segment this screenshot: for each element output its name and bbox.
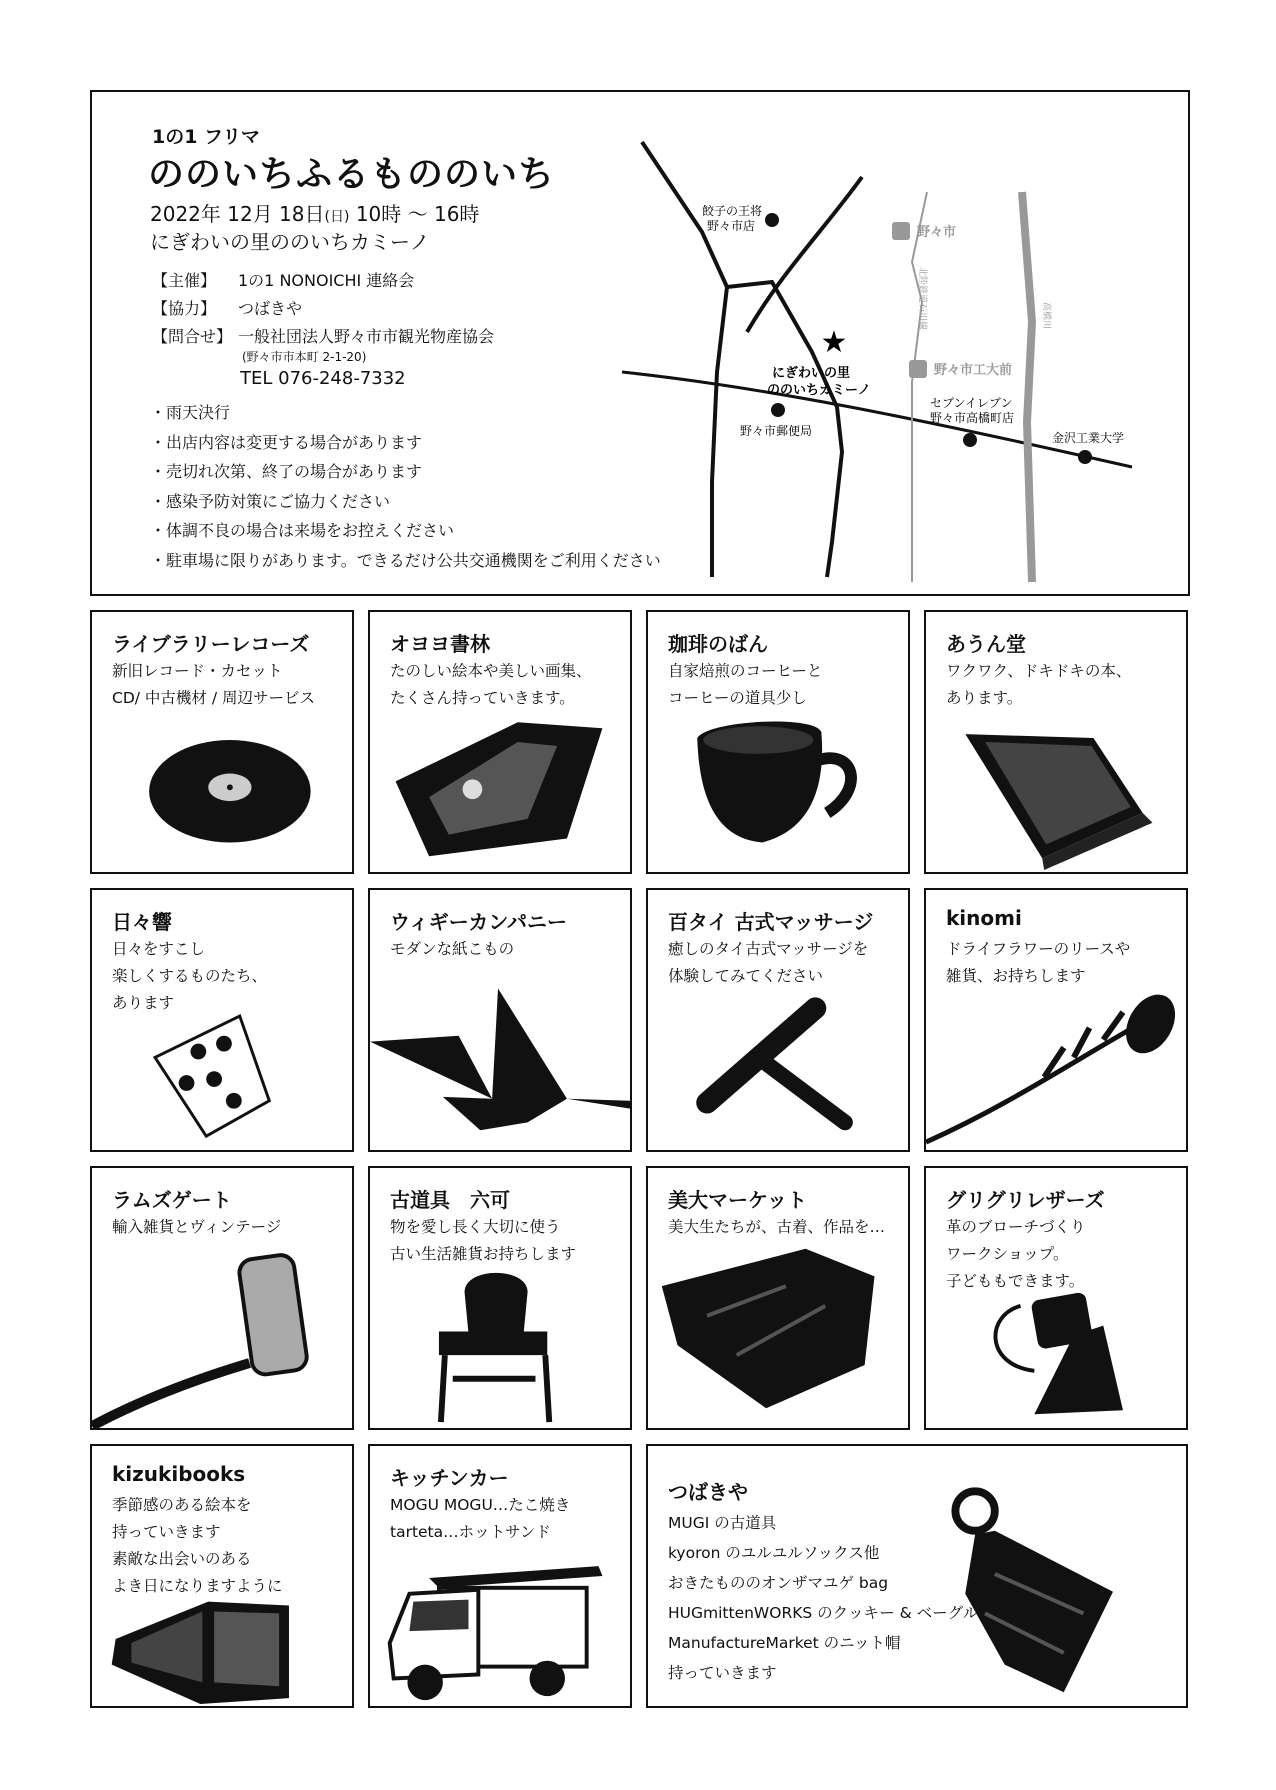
event-info-box [90, 90, 1190, 596]
shop-card [90, 888, 354, 1152]
shop-card [924, 888, 1188, 1152]
shop-name: ラムズゲート [112, 1188, 232, 1212]
event-date [150, 198, 479, 227]
shop-card [90, 610, 354, 874]
road-main [622, 372, 1132, 467]
note-item: ・駐車場に限りがあります。できるだけ公共交通機関をご利用ください [150, 550, 661, 570]
inquiry-address: (野々市市本町 2-1-20) [242, 350, 367, 364]
seven-label-1: セブンイレブン [930, 396, 1013, 410]
event-subtitle: 1の1 フリマ [152, 126, 260, 148]
shop-description: 季節感のある絵本を 持っていきます 素敵な出会いのある よき日になりますように [112, 1496, 283, 1595]
cooperation-row [152, 296, 302, 319]
shop-description: 輸入雑貨とヴィンテージ [112, 1218, 282, 1236]
post-office-point [771, 403, 785, 417]
shop-card [368, 888, 632, 1152]
shop-description: 美大生たちが、古着、作品を… [668, 1218, 886, 1236]
note-item: ・雨天決行 [150, 403, 231, 422]
access-map [612, 122, 1182, 592]
shop-card [90, 1166, 354, 1430]
shop-name: あうん堂 [946, 632, 1026, 656]
seven-label-2: 野々市高橋町店 [930, 411, 1015, 425]
shop-description: MUGI の古道具 kyoron のユルユルソックス他 おきたもののオンザマユゲ bag HUGmittenWORKS のクッキー & ベーグル ManufactureMarket のニット帽 持っていきます [668, 1514, 979, 1682]
shop-description: ドライフラワーのリースや 雑貨、お持ちします [946, 940, 1131, 985]
shop-card [924, 610, 1188, 874]
venue-star-icon: ★ [820, 325, 848, 360]
shop-description: モダンな紙こもの [390, 940, 515, 958]
inquiry-tel: TEL 076-248-7332 [240, 368, 406, 389]
shop-card [646, 610, 910, 874]
organizer-row [152, 268, 414, 291]
shop-card [924, 1166, 1188, 1430]
railway-line [912, 192, 927, 582]
note-item: ・感染予防対策にご協力ください [150, 491, 391, 511]
shop-name: つばきや [668, 1480, 748, 1504]
event-time: 10時 〜 16時 [355, 202, 480, 226]
seven-point [963, 433, 977, 447]
shop-name: ウィギーカンパニー [390, 910, 567, 934]
shop-description: MOGU MOGU…たこ焼き tarteta…ホットサンド [390, 1496, 571, 1541]
shop-description: たのしい絵本や美しい画集、 たくさん持っていきます。 [390, 662, 592, 707]
note-item: ・売切れ次第、終了の場合があります [150, 462, 423, 482]
shop-card [368, 1166, 632, 1430]
shop-description: 新旧レコード・カセット CD/ 中古機材 / 周辺サービス [112, 662, 315, 707]
shop-description: 日々をすこし 楽しくするものたち、 あります [112, 940, 268, 1012]
railway-label: 北陸鉄道石川線 [917, 267, 927, 331]
note-item: ・出店内容は変更する場合があります [150, 432, 423, 452]
shop-description: 自家焙煎のコーヒーと コーヒーの道具少し [668, 662, 823, 707]
univ-label: 金沢工業大学 [1052, 431, 1125, 445]
shop-name: 古道具 六可 [390, 1188, 510, 1212]
river-label: 高橋川 [1041, 302, 1051, 330]
univ-point [1078, 450, 1092, 464]
shop-name: 日々響 [112, 910, 172, 934]
event-title: ののいちふるもののいち [148, 154, 556, 195]
shop-card [646, 1444, 1188, 1708]
shop-name: 美大マーケット [668, 1188, 807, 1212]
date-main: 2022年 12月 18日 [150, 202, 325, 226]
venue-label-1: にぎわいの里 [772, 366, 851, 381]
shop-card [368, 1444, 632, 1708]
note-item: ・体調不良の場合は来場をお控えください [150, 521, 455, 541]
station-icon [909, 360, 927, 378]
shop-card [368, 610, 632, 874]
inquiry-value: 一般社団法人野々市市観光物産協会 [238, 327, 495, 346]
shop-name: kinomi [946, 906, 1022, 930]
gyoza-label-1: 餃子の王将 [702, 204, 763, 218]
event-venue: にぎわいの里ののいちカミーノ [150, 230, 430, 254]
station2-label: 野々市工大前 [934, 363, 1013, 378]
shop-description: ワクワク、ドキドキの本、 あります。 [946, 662, 1132, 707]
inquiry-row [152, 324, 494, 347]
notes-list [150, 398, 661, 576]
shop-card [646, 1166, 910, 1430]
shop-name: kizukibooks [112, 1462, 246, 1486]
inquiry-label: 【問合せ】 [152, 327, 233, 346]
shop-name: オヨヨ書林 [390, 632, 490, 656]
station1-label: 野々市 [917, 225, 957, 240]
road-diagonal [747, 177, 862, 332]
shop-description: 革のブローチづくり ワークショップ。 子どももできます。 [946, 1218, 1086, 1290]
date-day: (日) [324, 209, 350, 225]
organizer-value: 1の1 NONOICHI 連絡会 [238, 271, 415, 290]
shop-description: 物を愛し長く大切に使う 古い生活雑貨お持ちします [390, 1218, 577, 1263]
cooperation-value: つばきや [238, 299, 303, 318]
gyoza-label-2: 野々市店 [707, 219, 756, 233]
gyoza-point [765, 213, 779, 227]
post-office-label: 野々市郵便局 [740, 424, 813, 438]
station-icon [892, 222, 910, 240]
shop-card [646, 888, 910, 1152]
shop-name: 百タイ 古式マッサージ [668, 910, 874, 934]
organizer-label: 【主催】 [152, 271, 217, 290]
shop-description: 癒しのタイ古式マッサージを 体験してみてください [668, 940, 869, 985]
shop-name: グリグリレザーズ [946, 1188, 1105, 1212]
shop-card [90, 1444, 354, 1708]
shop-name: 珈琲のばん [668, 632, 768, 656]
cooperation-label: 【協力】 [152, 299, 217, 318]
shop-name: キッチンカー [390, 1466, 509, 1490]
shop-name: ライブラリーレコーズ [112, 632, 310, 656]
venue-label-2: ののいちカミーノ [767, 383, 871, 398]
river [1022, 192, 1032, 582]
